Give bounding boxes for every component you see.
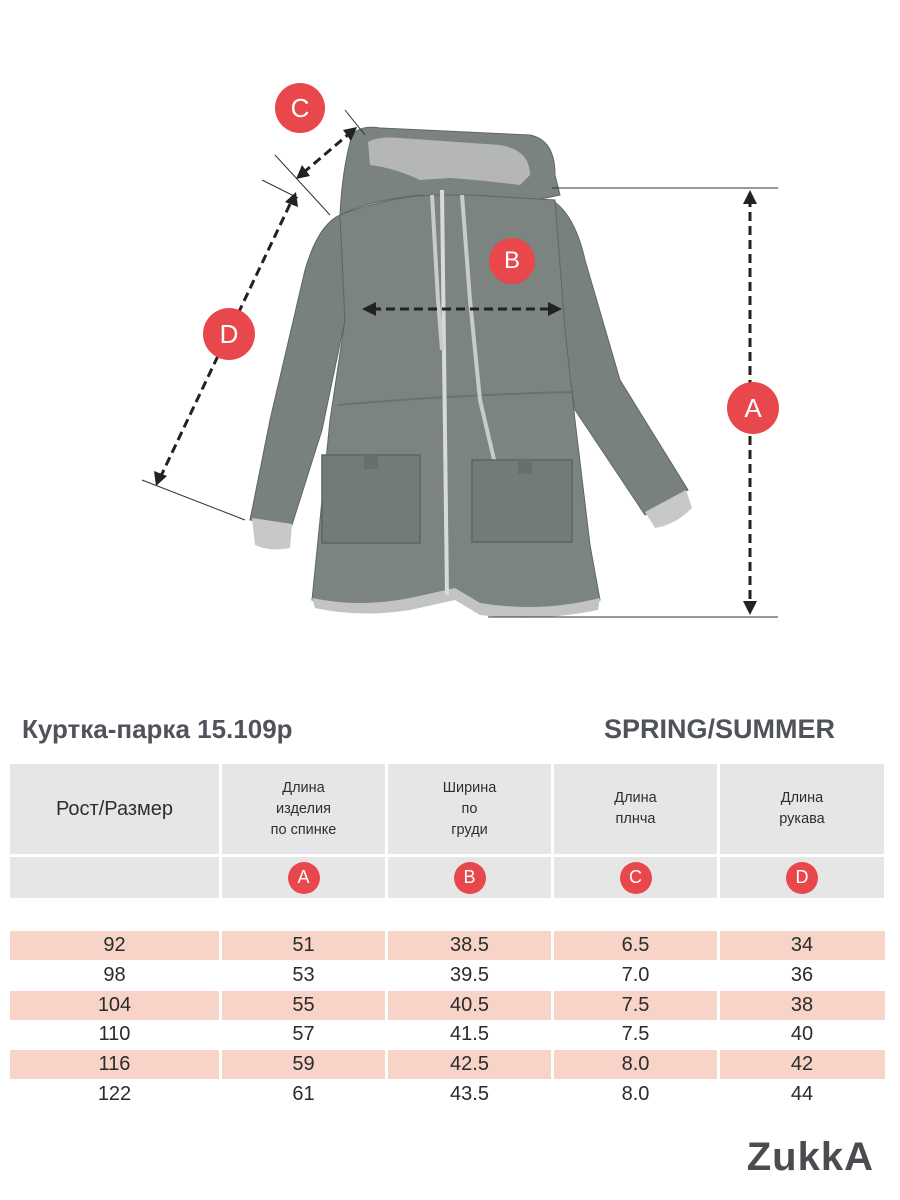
measure-cell: 7.5 — [621, 1023, 650, 1045]
letter-badge-d: D — [786, 862, 818, 894]
measure-cell: 61 — [292, 1083, 315, 1105]
season-label: SPRING/SUMMER — [604, 714, 836, 744]
letter-cell-b — [388, 857, 551, 898]
measure-cell: 51 — [292, 934, 315, 956]
product-title: Куртка-парка 15.109р — [22, 714, 293, 744]
measure-cell: 55 — [292, 994, 315, 1016]
size-cell: 122 — [97, 1083, 132, 1105]
measure-cell: 44 — [790, 1083, 814, 1105]
measure-cell: 41.5 — [450, 1023, 489, 1045]
measure-cell: 8.0 — [621, 1053, 650, 1075]
measure-cell: 42 — [790, 1053, 814, 1075]
letter-cell-d — [720, 857, 884, 898]
measure-cell: 43.5 — [450, 1083, 489, 1105]
column-header-b: Ширина по груди — [388, 764, 551, 854]
marker-d — [203, 308, 255, 360]
size-header: Рост/Размер — [10, 764, 219, 854]
size-cell: 104 — [97, 994, 132, 1016]
letter-row-blank — [10, 857, 219, 898]
measure-cell: 40 — [790, 1023, 814, 1045]
size-cell: 110 — [98, 1023, 131, 1045]
marker-c-letter: C — [290, 92, 310, 123]
brand-logo: ZukkA — [746, 1135, 874, 1179]
measure-cell: 57 — [292, 1023, 315, 1045]
measure-cell: 6.5 — [621, 934, 650, 956]
letter-cell-a — [222, 857, 385, 898]
letter-badge-c: C — [620, 862, 652, 894]
marker-a — [727, 382, 779, 434]
letter-badge-b: B — [454, 862, 486, 894]
marker-b — [489, 238, 535, 284]
measure-cell: 38.5 — [450, 934, 489, 956]
letter-cell-c — [554, 857, 717, 898]
marker-c — [275, 83, 325, 133]
size-cell: 116 — [98, 1053, 131, 1075]
measure-cell: 34 — [790, 934, 814, 956]
measure-cell: 39.5 — [450, 964, 489, 986]
measure-cell: 38 — [790, 994, 814, 1016]
size-cell: 92 — [103, 934, 126, 956]
measure-cell: 53 — [292, 964, 315, 986]
column-header-d: Длина рукава — [720, 764, 884, 854]
letter-badge-a: A — [288, 862, 320, 894]
measure-cell: 40.5 — [450, 994, 489, 1016]
size-cell: 98 — [103, 964, 126, 986]
measure-cell: 8.0 — [621, 1083, 650, 1105]
column-header-a: Длина изделия по спинке — [222, 764, 385, 854]
measure-cell: 7.5 — [621, 994, 650, 1016]
measure-cell: 59 — [292, 1053, 315, 1075]
column-header-c: Длина плнча — [554, 764, 717, 854]
marker-d-letter: D — [219, 318, 239, 349]
measure-cell: 7.0 — [621, 964, 650, 986]
measure-cell: 36 — [790, 964, 814, 986]
marker-a-letter: A — [744, 392, 762, 423]
jacket-body — [312, 195, 600, 609]
marker-b-letter: B — [503, 247, 520, 274]
measure-cell: 42.5 — [450, 1053, 489, 1075]
